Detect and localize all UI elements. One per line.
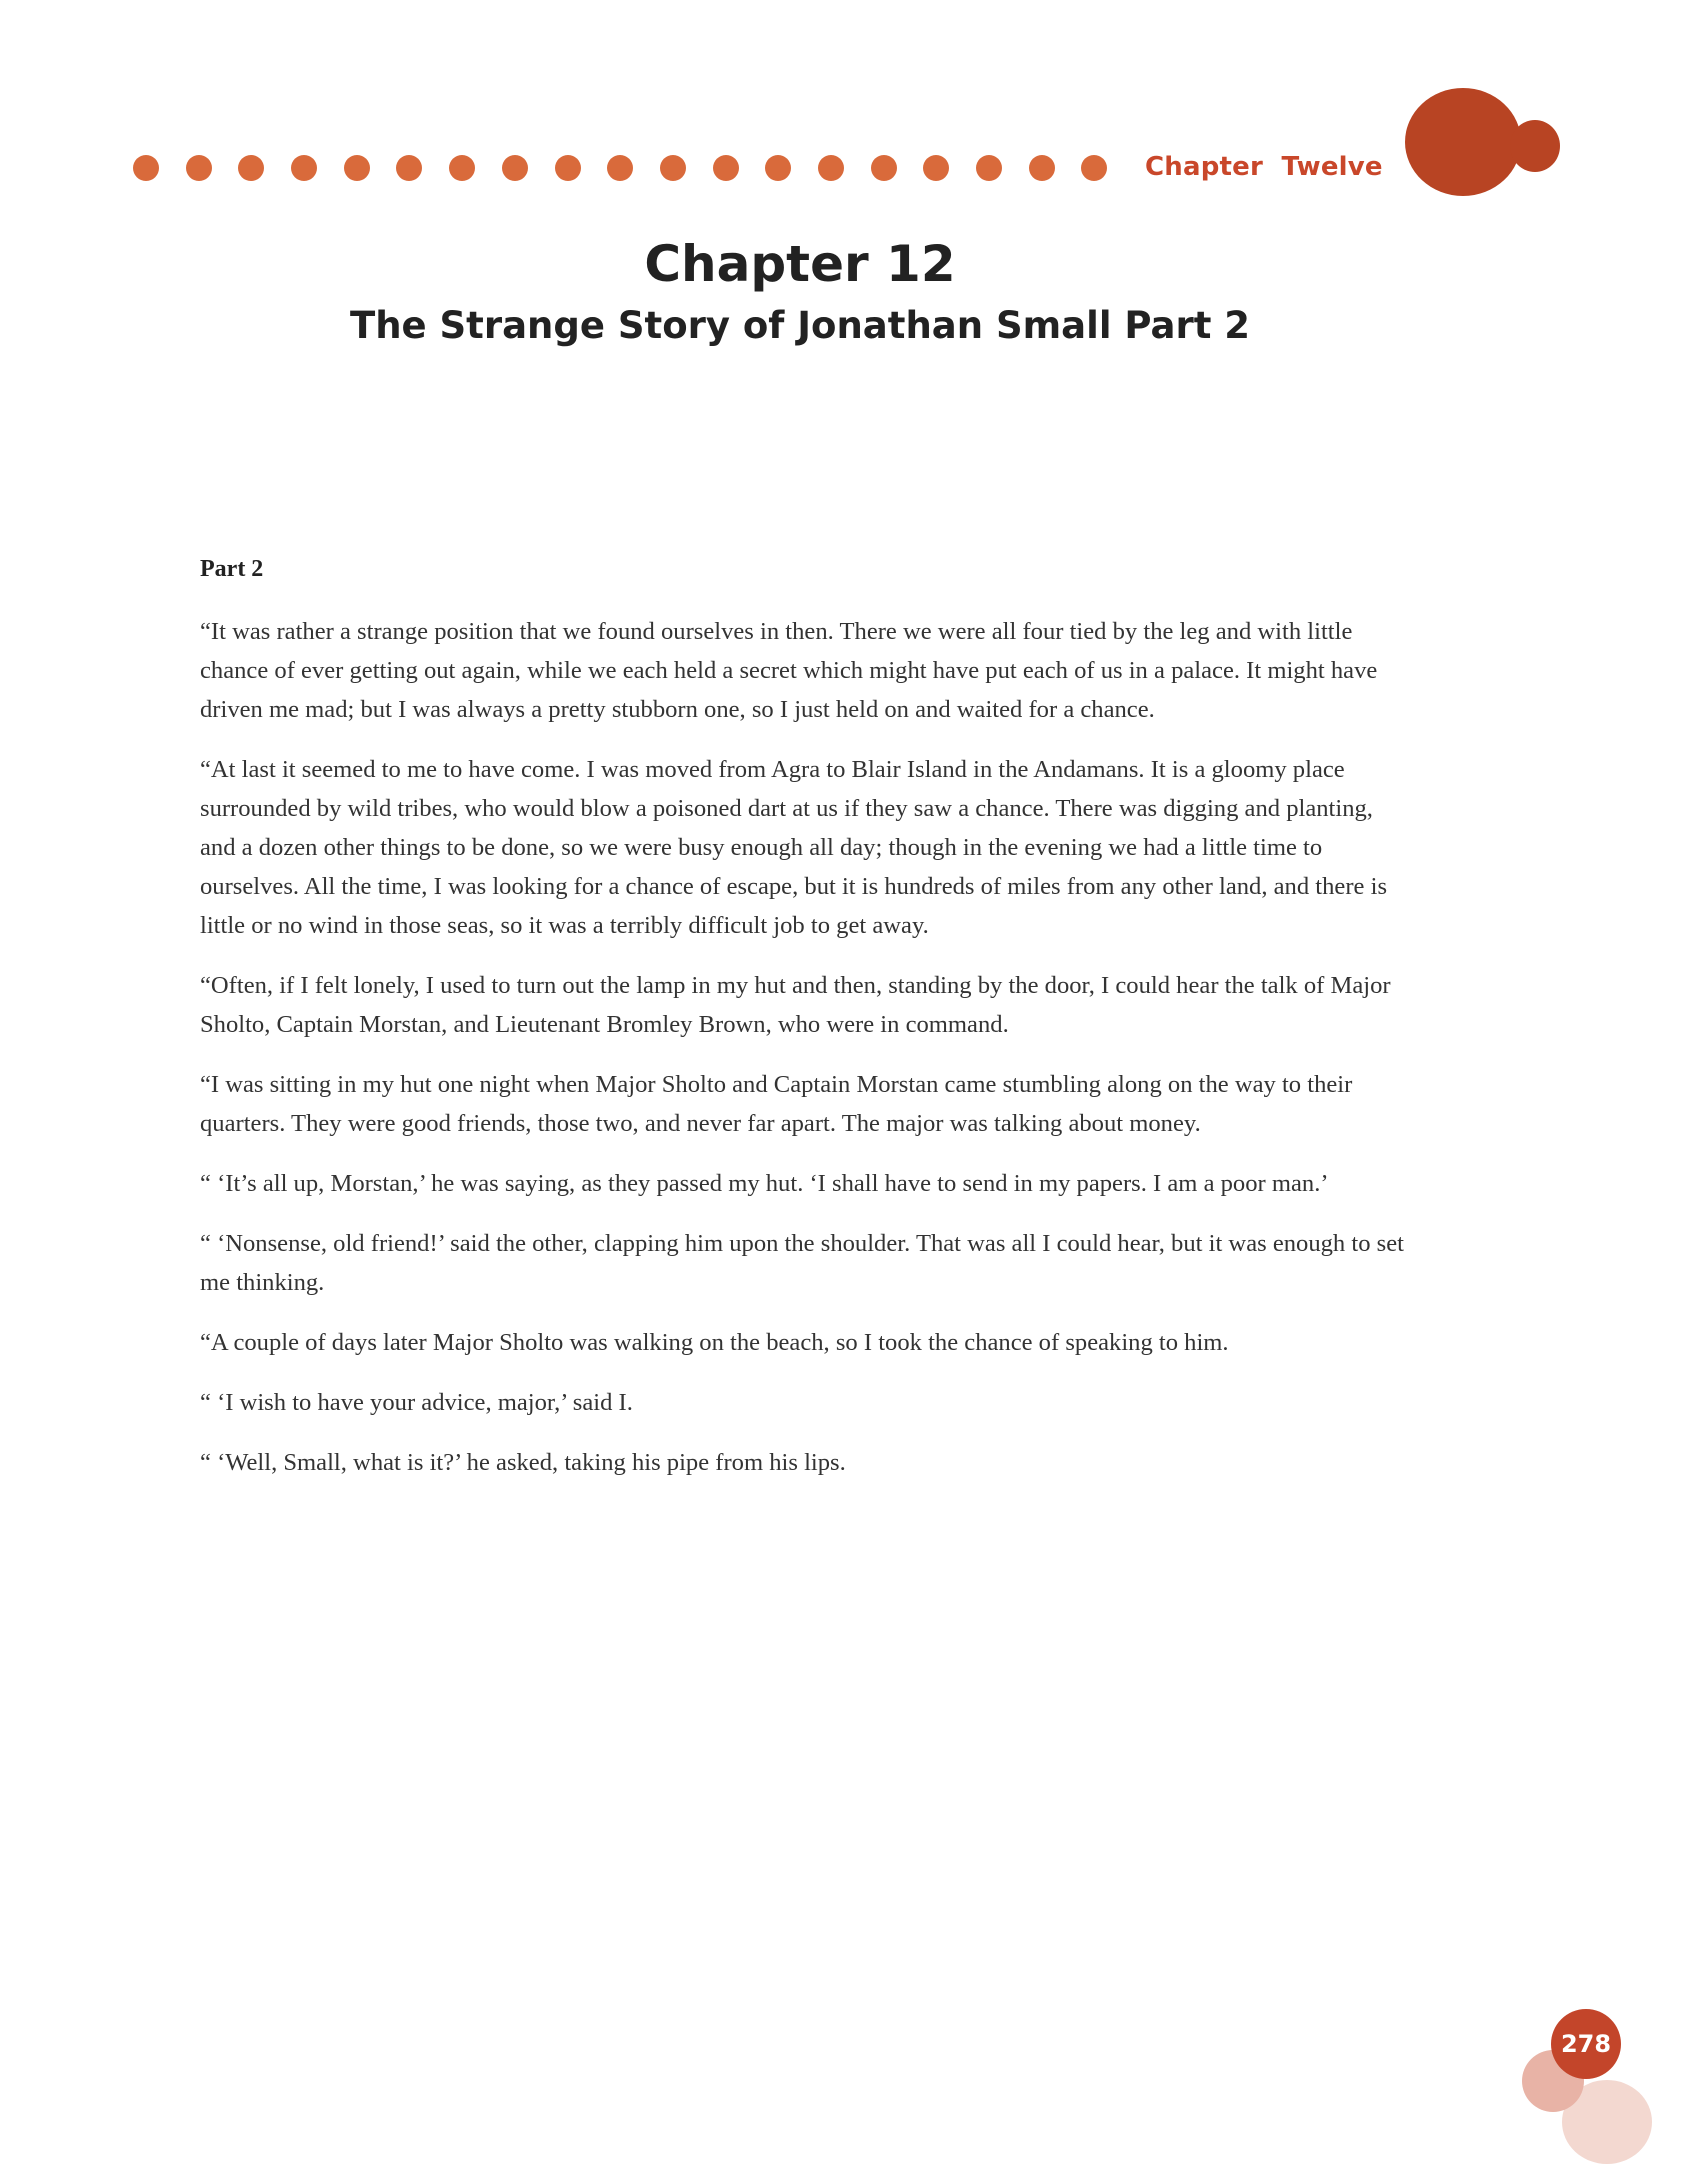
- decorative-dot: [607, 155, 633, 181]
- paragraph: “I was sitting in my hut one night when Major Sholto and Captain Morstan came stumbling along on the way to their quarters. They were good friends, those two, and never far apart. The major was talking about money.: [200, 1071, 1353, 1137]
- paragraph: “At last it seemed to me to have come. I was moved from Agra to Blair Island in the Andamans. It is a gloomy place surrounded by wild tribes, who would blow a poisoned dart at us if they saw a chance. There was digging and planting, and a dozen other things to be done, so we were busy enough all day; though in the evening we had a little time to ourselves. All the time, I was looking for a chance of escape, but it is hundreds of miles from any other land, and there is little or no wind in those seas, so it was a terribly difficult job to get away.: [200, 756, 1388, 939]
- paragraph: “Often, if I felt lonely, I used to turn out the lamp in my hut and then, standing by the door, I could hear the talk of Major Sholto, Captain Morstan, and Lieutenant Bromley Brown, who were in command.: [200, 972, 1391, 1038]
- decorative-dot: [765, 155, 791, 181]
- decorative-dot: [344, 155, 370, 181]
- decorative-dot: [923, 155, 949, 181]
- decorative-dot: [555, 155, 581, 181]
- decorative-dot: [818, 155, 844, 181]
- decorative-dot: [291, 155, 317, 181]
- decorative-dot: [713, 155, 739, 181]
- decorative-dot: [186, 155, 212, 181]
- paragraph: “ ‘It’s all up, Morstan,’ he was saying, as they passed my hut. ‘I shall have to send in my papers. I am a poor man.’: [200, 1170, 1329, 1197]
- body-text: [200, 612, 1410, 1503]
- decorative-dot: [133, 155, 159, 181]
- running-head: Chapter Twelve: [1145, 152, 1383, 182]
- paragraph: “It was rather a strange position that we found ourselves in then. There we were all four tied by the leg and with little chance of ever getting out again, while we each held a secret which might have put each of us in a palace. It might have driven me mad; but I was always a pretty stubborn one, so I just held on and waited for a chance.: [200, 618, 1378, 723]
- chapter-subtitle: The Strange Story of Jonathan Small Part 2: [349, 304, 1251, 347]
- paragraph: “A couple of days later Major Sholto was walking on the beach, so I took the chance of speaking to him.: [200, 1329, 1229, 1356]
- decorative-dot: [1081, 155, 1107, 181]
- title-block: [0, 232, 1600, 352]
- decorative-dot: [502, 155, 528, 181]
- paragraph: “ ‘Nonsense, old friend!’ said the other, clapping him upon the shoulder. That was all I could hear, but it was enough to set me thinking.: [200, 1230, 1404, 1296]
- decorative-dot: [449, 155, 475, 181]
- decorative-dot: [1029, 155, 1055, 181]
- header-blob-large: [1405, 88, 1521, 196]
- page-number: 278: [1551, 2009, 1621, 2079]
- decorative-dot: [976, 155, 1002, 181]
- header-blob-small: [1510, 120, 1560, 172]
- decorative-dot: [396, 155, 422, 181]
- paragraph: “ ‘I wish to have your advice, major,’ said I.: [200, 1389, 633, 1416]
- decorative-dot: [871, 155, 897, 181]
- decorative-dot: [238, 155, 264, 181]
- decorative-dot-row: [133, 155, 1107, 181]
- decorative-dot: [660, 155, 686, 181]
- chapter-title: Chapter 12: [644, 235, 956, 293]
- paragraph: “ ‘Well, Small, what is it?’ he asked, taking his pipe from his lips.: [200, 1449, 846, 1476]
- section-label: Part 2: [200, 556, 264, 582]
